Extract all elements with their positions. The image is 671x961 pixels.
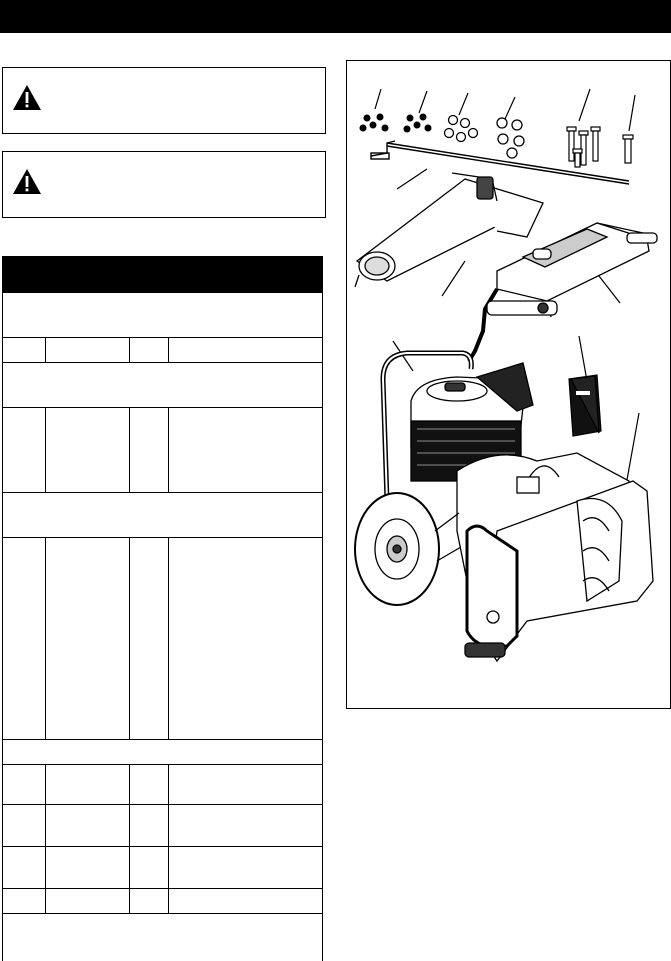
assembly-figure (346, 60, 671, 709)
table-cell-divider (129, 889, 130, 913)
table-row (3, 846, 322, 888)
table-cell-divider (129, 538, 130, 739)
table-row (3, 888, 322, 913)
snowblower-body (355, 353, 653, 661)
warning-box-1 (2, 67, 326, 134)
warning-triangle-icon (12, 84, 42, 111)
table-cell-divider (45, 538, 46, 739)
table-cell-divider (45, 889, 46, 913)
table-row (3, 337, 322, 362)
operator-manual (569, 375, 601, 436)
table-cell-divider (168, 408, 169, 492)
warning-box-2 (2, 151, 326, 218)
table-cell-divider (45, 847, 46, 888)
table-cell-divider (129, 338, 130, 362)
table-cell-divider (129, 765, 130, 804)
table-cell-divider (45, 765, 46, 804)
table-row (3, 739, 322, 764)
header-bar (0, 0, 671, 33)
nut-icon (404, 114, 432, 133)
table-row (3, 492, 322, 537)
table-row (3, 537, 322, 739)
table-cell-divider (45, 338, 46, 362)
assembly-diagram (347, 61, 671, 710)
table-cell-divider (45, 408, 46, 492)
table-cell-divider (129, 408, 130, 492)
table-row (3, 292, 322, 337)
bolt-icon (623, 135, 633, 163)
table-row (3, 407, 322, 492)
table-cell-divider (129, 847, 130, 888)
table-cell-divider (168, 338, 169, 362)
table-cell-divider (45, 805, 46, 846)
bolt-icon (567, 127, 600, 167)
shift-rod (371, 141, 629, 184)
washer-icon (497, 118, 524, 158)
table-cell-divider (129, 805, 130, 846)
table-cell-divider (168, 847, 169, 888)
table-row (3, 764, 322, 804)
parts-table (2, 256, 323, 961)
washer-icon (445, 116, 478, 142)
table-cell-divider (168, 538, 169, 739)
table-row (3, 804, 322, 846)
table-row (3, 913, 322, 961)
control-handle (469, 223, 657, 361)
table-cell-divider (168, 805, 169, 846)
table-row (3, 362, 322, 407)
table-cell-divider (168, 765, 169, 804)
warning-triangle-icon (12, 168, 42, 195)
parts-table-header (3, 257, 322, 292)
table-cell-divider (168, 889, 169, 913)
nut-icon (360, 114, 389, 132)
